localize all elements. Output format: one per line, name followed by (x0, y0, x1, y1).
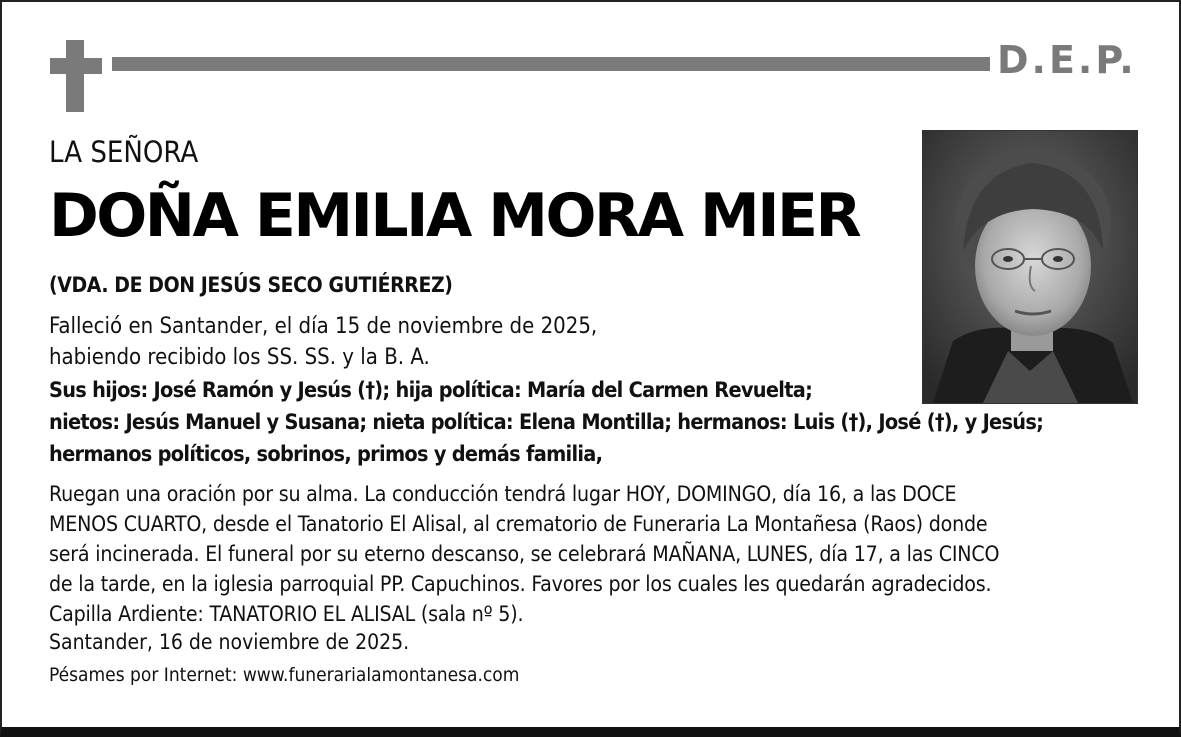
ceremony-line: de la tarde, en la iglesia parroquial PP. Capuchinos. Favores por los cuales les quedarán agradecidos. (49, 571, 992, 596)
ceremony-line: MENOS CUARTO, desde el Tanatorio El Alisal, al crematorio de Funeraria La Montañesa (Raos) donde (49, 511, 988, 536)
ceremony-line: Capilla Ardiente: TANATORIO EL ALISAL (sala nº 5). (49, 601, 524, 626)
dep-label: D.E.P. (997, 38, 1137, 82)
death-notice (49, 312, 597, 373)
place-date: Santander, 16 de noviembre de 2025. (49, 630, 410, 654)
widow-of: (VDA. DE DON JESÚS SECO GUTIÉRREZ) (49, 273, 453, 297)
family-line: hermanos políticos, sobrinos, primos y demás familia, (49, 442, 603, 467)
family-line: nietos: Jesús Manuel y Susana; nieta política: Elena Montilla; hermanos: Luis (†), José (†), y Jesús; (49, 410, 1044, 435)
death-notice-line: habiendo recibido los SS. SS. y la B. A. (49, 344, 430, 370)
header-rule (112, 57, 990, 71)
ceremony-details (49, 479, 999, 629)
condolences-link: Pésames por Internet: www.funerarialamontanesa.com (49, 664, 520, 686)
cross-icon (50, 40, 102, 112)
family-list (49, 375, 1043, 471)
portrait-photo (922, 130, 1138, 404)
family-line: Sus hijos: José Ramón y Jesús (†); hija política: María del Carmen Revuelta; (49, 378, 813, 403)
deceased-name: DOÑA EMILIA MORA MIER (49, 181, 860, 251)
death-notice-line: Falleció en Santander, el día 15 de noviembre de 2025, (49, 314, 598, 339)
ceremony-line: será incinerada. El funeral por su eterno descanso, se celebrará MAÑANA, LUNES, día 17, a las CINCO (49, 541, 1000, 566)
intro-label: LA SEÑORA (49, 135, 199, 169)
ceremony-line: Ruegan una oración por su alma. La conducción tendrá lugar HOY, DOMINGO, día 16, a las DOCE (49, 481, 957, 506)
